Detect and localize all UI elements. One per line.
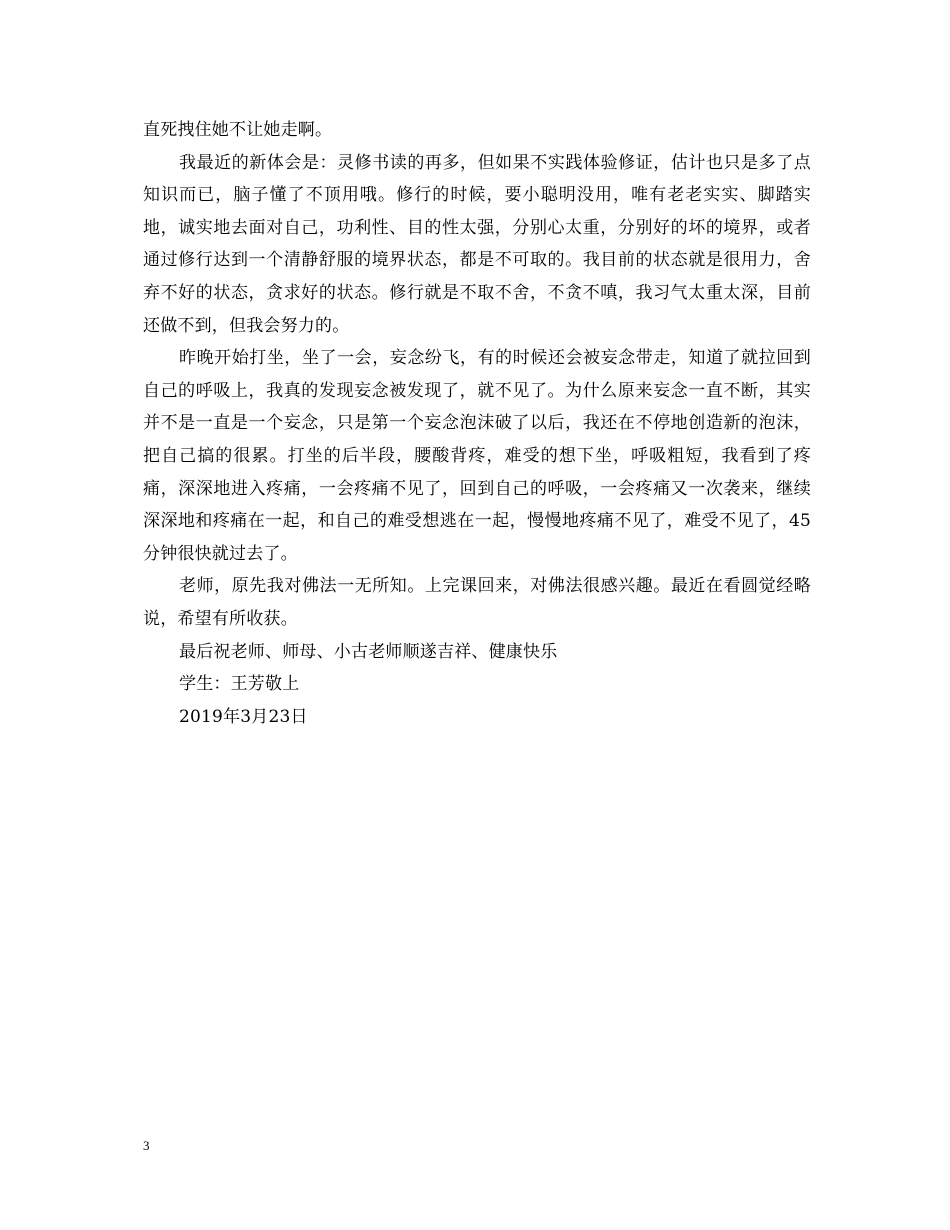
date-line: 2019年3月23日 [179,706,308,727]
document-body [143,114,811,733]
paragraph-meditation: 昨晚开始打坐，坐了一会，妄念纷飞，有的时候还会被妄念带走，知道了就拉回到自己的呼吸上，我真的发现妄念被发现了，就不见了。为什么原来妄念一直不断，其实并不是一直是一个妄念，只是第一个妄念泡沫破了以后，我还在不停地创造新的泡沫，把自己搞的很累。打坐的后半段，腰酸背疼，难受的想下坐，呼吸粗短，我看到了疼痛，深深地进入疼痛，一会疼痛不见了，回到自己的呼吸，一会疼痛又一次袭来，继续深深地和疼痛在一起，和自己的难受想逃在一起，慢慢地疼痛不见了，难受不见了，45分钟很快就过去了。 [143,348,811,564]
closing-wishes: 最后祝老师、师母、小古老师顺遂吉祥、健康快乐 [179,641,558,662]
paragraph-interest: 老师，原先我对佛法一无所知。上完课回来，对佛法很感兴趣。最近在看圆觉经略说，希望有所收获。 [143,576,811,629]
signature: 学生：王芳敬上 [179,674,300,695]
page-number: 3 [143,1138,150,1153]
paragraph-reflection: 我最近的新体会是：灵修书读的再多，但如果不实践体验修证，估计也只是多了点知识而已，脑子懂了不顶用哦。修行的时候，要小聪明没用，唯有老老实实、脚踏实地，诚实地去面对自己，功利性、目的性太强，分别心太重，分别好的坏的境界，或者通过修行达到一个清静舒服的境界状态，都是不可取的。我目前的状态就是很用力，舍弃不好的状态，贪求好的状态。修行就是不取不舍，不贪不嗔，我习气太重太深，目前还做不到，但我会努力的。 [143,152,811,336]
paragraph-continuation: 直死拽住她不让她走啊。 [143,120,333,140]
